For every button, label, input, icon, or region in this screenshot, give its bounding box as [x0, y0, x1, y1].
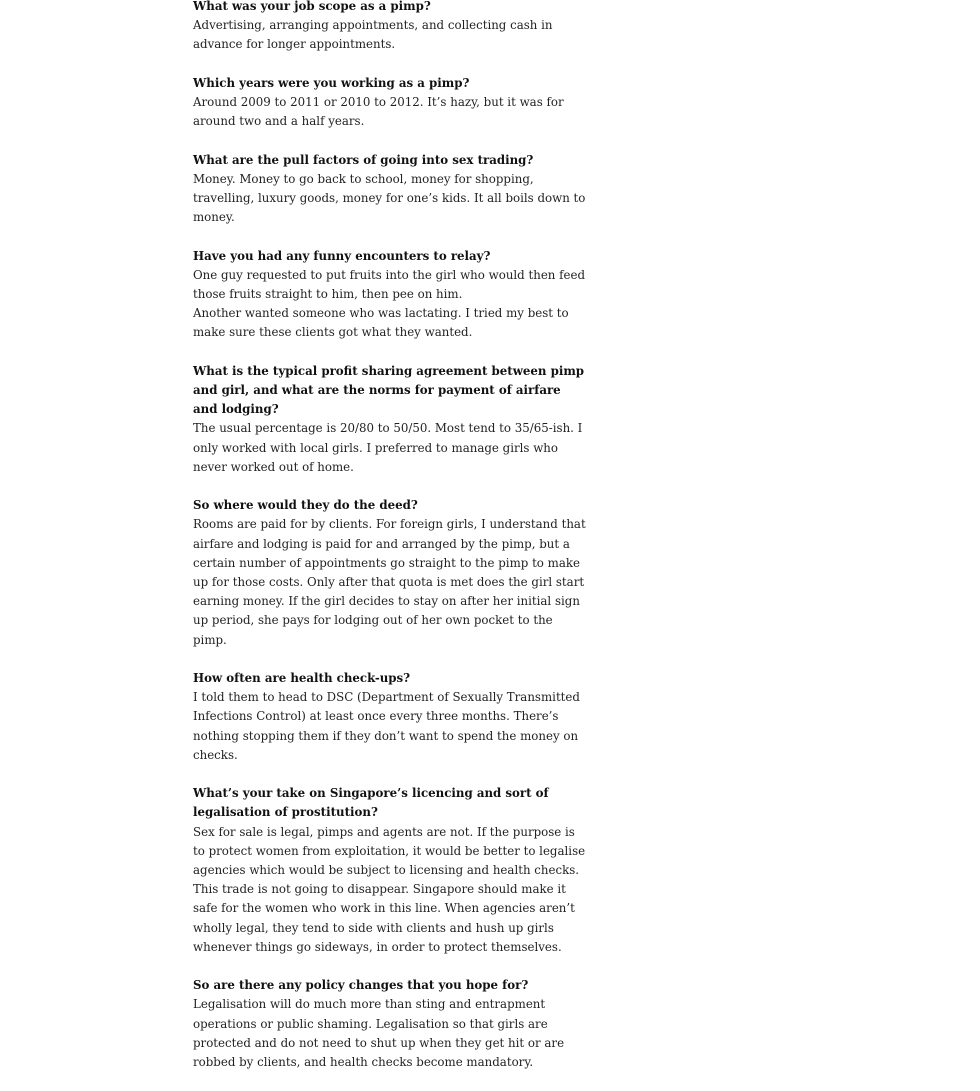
question: Which years were you working as a pimp? [193, 75, 470, 90]
question: How often are health check-ups? [193, 671, 411, 686]
qa-block [193, 151, 588, 228]
answer: I told them to head to DSC (Department of Sexually Transmitted Infections Control) at least once every three months. There’s nothing stopping them if they don’t want to spend the money on checks. [193, 690, 580, 762]
answer: Around 2009 to 2011 or 2010 to 2012. It’s hazy, but it was for around two and a half years. [193, 95, 564, 129]
question: What’s your take on Singapore’s licencing and sort of legalisation of prostitution? [193, 786, 549, 820]
qa-block [193, 74, 588, 132]
qa-block [193, 976, 588, 1072]
qa-block [193, 669, 588, 765]
question: What was your job scope as a pimp? [193, 0, 431, 13]
answer: Money. Money to go back to school, money for shopping, travelling, luxury goods, money for one’s kids. It all boils down to money. [193, 171, 586, 225]
answer: The usual percentage is 20/80 to 50/50. Most tend to 35/65-ish. I only worked with local girls. I preferred to manage girls who never worked out of home. [193, 421, 583, 474]
question: Have you had any funny encounters to relay? [193, 248, 491, 263]
question: So where would they do the deed? [193, 498, 418, 513]
qa-block [193, 362, 588, 477]
answer: Legalisation will do much more than sting and entrapment operations or public shaming. Legalisation so that girls are protected and do not need to shut up when they get hit or are robbed by clients, and health checks become mandatory. [193, 997, 565, 1070]
answer: Advertising, arranging appointments, and collecting cash in advance for longer appointments. [193, 18, 553, 52]
answer: Rooms are paid for by clients. For foreign girls, I understand that airfare and lodging is paid for and arranged by the pimp, but a certain number of appointments go straight to the pimp to make up for those costs. Only after that quota is met does the girl start earning money. If the girl decides to stay on after her initial sign up period, she pays for lodging out of her own pocket to the pimp. [193, 517, 586, 647]
question: So are there any policy changes that you hope for? [193, 978, 529, 993]
qa-block [193, 247, 588, 343]
qa-block [193, 496, 588, 650]
qa-block [193, 784, 588, 957]
question: What are the pull factors of going into sex trading? [193, 152, 534, 167]
answer: Sex for sale is legal, pimps and agents are not. If the purpose is to protect women from exploitation, it would be better to legalise agencies which would be subject to licensing and health checks. This trade is not going to disappear. Singapore should make it safe for the women who work in this line. When agencies aren’t wholly legal, they tend to side with clients and hush up girls whenever things go sideways, in order to protect themselves. [193, 824, 586, 954]
answer: One guy requested to put fruits into the girl who would then feed those fruits straight to him, then pee on him. [193, 267, 586, 301]
qa-block [193, 0, 588, 55]
answer: Another wanted someone who was lactating. I tried my best to make sure these clients got what they wanted. [193, 306, 569, 340]
question: What is the typical profit sharing agreement between pimp and girl, and what are the norms for payment of airfare and lodging? [193, 363, 585, 417]
article-body [193, 0, 588, 1091]
